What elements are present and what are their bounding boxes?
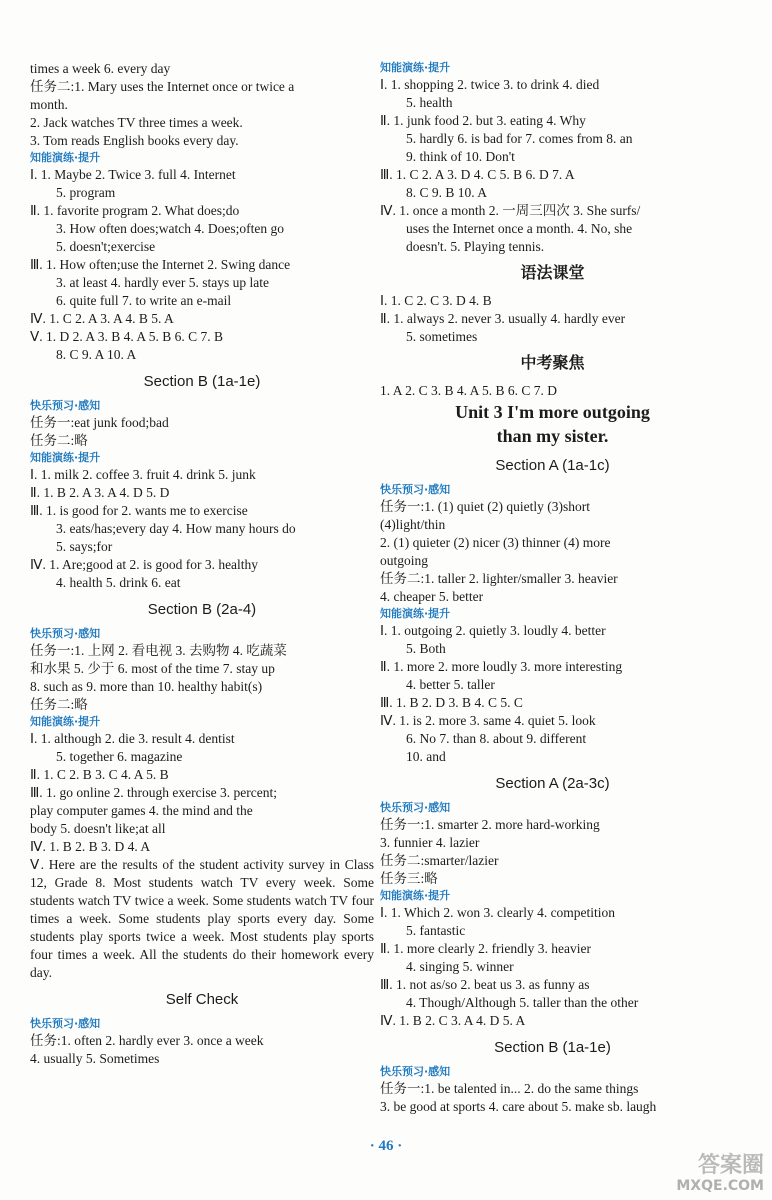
answer-line: 4. better 5. taller [406,677,495,692]
answer-line: 任务一:1. be talented in... 2. do the same things [380,1081,639,1096]
answer-line: 任务二:略 [30,697,88,712]
answer-line: 2. (1) quieter (2) nicer (3) thinner (4) more [380,535,611,550]
answer-line: play computer games 4. the mind and the [30,803,253,818]
answer-line: 任务一:1. (1) quiet (2) quietly (3)short [380,499,590,514]
answer-line: Ⅰ. 1. although 2. die 3. result 4. dentist [30,731,235,746]
answer-line: 任务二:1. taller 2. lighter/smaller 3. heavier [380,571,618,586]
answer-line: 3. eats/has;every day 4. How many hours do [56,521,296,536]
section-tag: 知能演练·提升 [30,151,101,164]
section-tag: 快乐预习·感知 [30,1017,101,1030]
answer-line: Ⅱ. 1. always 2. never 3. usually 4. hardly ever [380,311,626,326]
answer-line: Ⅲ. 1. is good for 2. wants me to exercise [30,503,248,518]
answer-line: 5. Both [406,641,446,656]
answer-line: Ⅱ. 1. favorite program 2. What does;do [30,203,240,218]
answer-line: Ⅰ. 1. Which 2. won 3. clearly 4. competition [380,905,616,920]
answer-line: 4. cheaper 5. better [380,589,484,604]
answer-line: 3. Tom reads English books every day. [30,133,239,148]
section-tag: 知能演练·提升 [380,607,451,620]
answer-line: 任务三:略 [380,871,438,886]
answer-line: 5. health [406,95,453,110]
answer-line: 3. be good at sports 4. care about 5. make sb. laugh [380,1099,657,1114]
answer-line: times a week 6. every day [30,61,171,76]
answer-line: 10. and [406,749,446,764]
answer-line: Ⅲ. 1. B 2. D 3. B 4. C 5. C [380,695,523,710]
answer-line: Ⅱ. 1. more 2. more loudly 3. more interesting [380,659,623,674]
watermark-text: 答案圈 [697,1153,764,1178]
answer-line: 5. program [56,185,116,200]
section-tag: 快乐预习·感知 [30,399,101,412]
watermark-url: MXQE.COM [676,1178,764,1194]
answer-line: 2. Jack watches TV three times a week. [30,115,243,130]
answer-line: 任务二:smarter/lazier [380,853,499,868]
answer-line: 任务一:eat junk food;bad [30,415,169,430]
answer-line: 任务二:略 [30,433,88,448]
answer-line: Ⅲ. 1. not as/so 2. beat us 3. as funny as [380,977,590,992]
answer-line: Ⅰ. 1. shopping 2. twice 3. to drink 4. died [380,77,600,92]
answer-line: body 5. doesn't like;at all [30,821,166,836]
answer-line: Ⅱ. 1. junk food 2. but 3. eating 4. Why [380,113,586,128]
answer-line: 任务:1. often 2. hardly ever 3. once a week [30,1033,264,1048]
answer-line: 5. together 6. magazine [56,749,183,764]
left-column [30,60,374,1068]
answer-line: 5. fantastic [406,923,466,938]
answer-line: Ⅴ. 1. D 2. A 3. B 4. A 5. B 6. C 7. B [30,329,224,344]
answer-line: 任务一:1. smarter 2. more hard-working [380,817,600,832]
section-tag: 快乐预习·感知 [380,483,451,496]
section-heading: Section B (1a-1e) [143,373,261,390]
answer-line: outgoing [380,553,429,568]
answer-line: Ⅳ. 1. C 2. A 3. A 4. B 5. A [30,311,174,326]
section-heading: Section B (2a-4) [147,601,257,618]
answer-line: 任务二:1. Mary uses the Internet once or twice a [30,79,295,94]
answer-line: uses the Internet once a month. 4. No, she [406,221,633,236]
unit-title: than my sister. [496,426,609,446]
answer-line: 1. A 2. C 3. B 4. A 5. B 6. C 7. D [380,383,558,398]
section-heading: Self Check [165,991,239,1008]
answer-line: 5. hardly 6. is bad for 7. comes from 8. an [406,131,633,146]
answer-line: Ⅱ. 1. more clearly 2. friendly 3. heavier [380,941,591,956]
answer-line: 6. quite full 7. to write an e-mail [56,293,232,308]
chinese-heading: 中考聚焦 [520,353,585,372]
chinese-heading: 语法课堂 [520,263,585,282]
watermark-logo [634,1154,764,1198]
answer-line: 3. at least 4. hardly ever 5. stays up late [56,275,269,290]
section-heading: Section A (2a-3c) [495,775,610,792]
answer-line: 6. No 7. than 8. about 9. different [406,731,587,746]
answer-line: Ⅳ. 1. B 2. C 3. A 4. D 5. A [380,1013,526,1028]
answer-line: 8. C 9. B 10. A [406,185,488,200]
section-tag: 知能演练·提升 [30,715,101,728]
section-tag: 知能演练·提升 [380,889,451,902]
right-column [380,60,725,1116]
answer-line: Ⅳ. 1. Are;good at 2. is good for 3. healthy [30,557,259,572]
answer-line: 4. health 5. drink 6. eat [56,575,181,590]
answer-line: 3. funnier 4. lazier [380,835,480,850]
answer-line: (4)light/thin [380,517,446,532]
essay-paragraph: Ⅴ. Here are the results of the student activity survey in Class 12, Grade 8. Most students watch TV every week. Some students watch TV twice a week. Some students watch TV four times a week. Some students play sports every day. Some students play sports twice a week. Most students play sports four times a week. All the students do their homework every day. [30,857,374,980]
answer-line: Ⅳ. 1. B 2. B 3. D 4. A [30,839,151,854]
answer-line: Ⅲ. 1. How often;use the Internet 2. Swing dance [30,257,291,272]
section-heading: Section B (1a-1e) [494,1039,611,1056]
section-tag: 快乐预习·感知 [380,1065,451,1078]
answer-line: Ⅰ. 1. milk 2. coffee 3. fruit 4. drink 5. junk [30,467,256,482]
answer-line: Ⅱ. 1. C 2. B 3. C 4. A 5. B [30,767,169,782]
answer-line: 8. such as 9. more than 10. healthy habit(s) [30,679,263,694]
answer-line: 4. singing 5. winner [406,959,514,974]
answer-line: 4. Though/Although 5. taller than the other [406,995,639,1010]
answer-line: 9. think of 10. Don't [406,149,515,164]
section-tag: 知能演练·提升 [30,451,101,464]
answer-line: Ⅲ. 1. C 2. A 3. D 4. C 5. B 6. D 7. A [380,167,575,182]
answer-line: doesn't. 5. Playing tennis. [406,239,545,254]
answer-line: 4. usually 5. Sometimes [30,1051,160,1066]
answer-line: Ⅰ. 1. Maybe 2. Twice 3. full 4. Internet [30,167,236,182]
answer-line: 5. doesn't;exercise [56,239,156,254]
answer-line: Ⅰ. 1. C 2. C 3. D 4. B [380,293,492,308]
answer-line: Ⅰ. 1. outgoing 2. quietly 3. loudly 4. better [380,623,606,638]
section-tag: 知能演练·提升 [380,61,451,74]
answer-line: month. [30,97,68,112]
answer-line: Ⅳ. 1. once a month 2. 一周三四次 3. She surfs/ [380,203,641,218]
answer-line: 5. says;for [56,539,113,554]
page-number: · 46 · [369,1138,403,1154]
answer-line: 5. sometimes [406,329,478,344]
answer-line: Ⅳ. 1. is 2. more 3. same 4. quiet 5. look [380,713,596,728]
answer-line: 8. C 9. A 10. A [56,347,137,362]
answer-line: Ⅲ. 1. go online 2. through exercise 3. percent; [30,785,277,800]
unit-title: Unit 3 I'm more outgoing [455,402,650,422]
answer-line: Ⅱ. 1. B 2. A 3. A 4. D 5. D [30,485,170,500]
answer-line: 3. How often does;watch 4. Does;often go [56,221,284,236]
section-tag: 快乐预习·感知 [30,627,101,640]
answer-line: 和水果 5. 少于 6. most of the time 7. stay up [30,661,275,676]
answer-line: 任务一:1. 上网 2. 看电视 3. 去购物 4. 吃蔬菜 [30,643,287,658]
section-tag: 快乐预习·感知 [380,801,451,814]
section-heading: Section A (1a-1c) [495,457,610,474]
